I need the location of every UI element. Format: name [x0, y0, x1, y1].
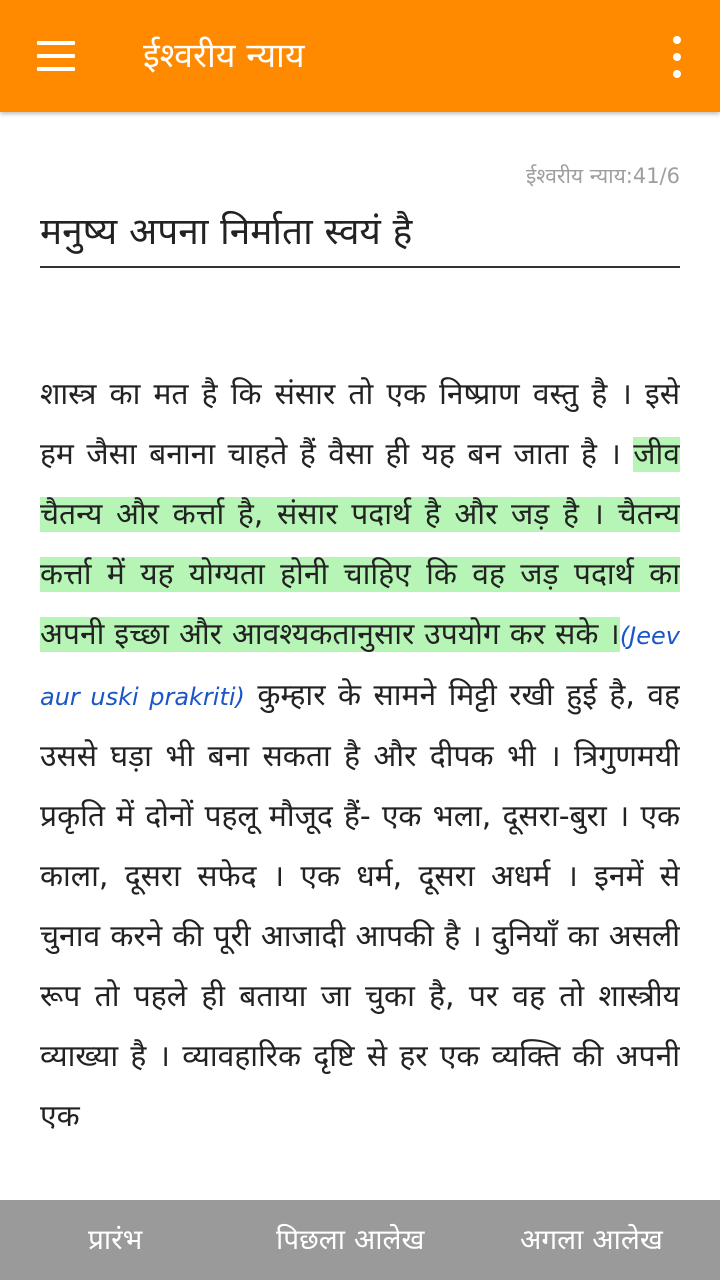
hamburger-menu-icon[interactable]: [26, 28, 86, 84]
citation-link[interactable]: (Jeev aur uski prakriti): [40, 622, 680, 711]
article-content[interactable]: [40, 112, 680, 1200]
app-title: ईश्वरीय न्याय: [143, 36, 305, 76]
article-reference: ईश्वरीय न्याय:41/6: [525, 164, 680, 188]
app-bar: [0, 0, 720, 112]
start-button[interactable]: प्रारंभ: [88, 1223, 143, 1256]
next-article-button[interactable]: अगला आलेख: [520, 1223, 663, 1256]
more-vert-icon[interactable]: [660, 36, 694, 78]
article-title: मनुष्य अपना निर्माता स्वयं है: [40, 208, 680, 268]
bottom-navigation: [0, 1200, 720, 1280]
article-text-continued: कुम्हार के सामने मिट्टी रखी हुई है, वह उससे घड़ा भी बना सकता है और दीपक भी । त्रिगुणमयी प्रकृति में दोनों पहलू मौजूद हैं- एक भला, दूसरा-बुरा । एक काला, दूसरा सफेद । एक धर्म, दूसरा अधर्म । इनमें से चुनाव करने की पूरी आजादी आपकी है । दुनियाँ का असली रूप तो पहले ही बताया जा चुका है, पर वह तो शास्त्रीय व्याख्या है । व्यावहारिक दृष्टि से हर एक व्यक्ति की अपनी एक: [40, 678, 680, 1134]
previous-article-button[interactable]: पिछला आलेख: [276, 1223, 425, 1256]
article-text-intro: शास्त्र का मत है कि संसार तो एक निष्प्राण वस्तु है । इसे हम जैसा बनाना चाहते हैं वैसा ही यह बन जाता है ।: [40, 377, 680, 472]
highlighted-quote: जीव चैतन्य और कर्त्ता है, संसार पदार्थ है और जड़ है । चैतन्य कर्त्ता में यह योग्यता होनी चाहिए कि वह जड़ पदार्थ का अपनी इच्छा और आवश्यकतानुसार उपयोग कर सके ।: [40, 437, 680, 652]
article-body: [40, 365, 680, 1147]
